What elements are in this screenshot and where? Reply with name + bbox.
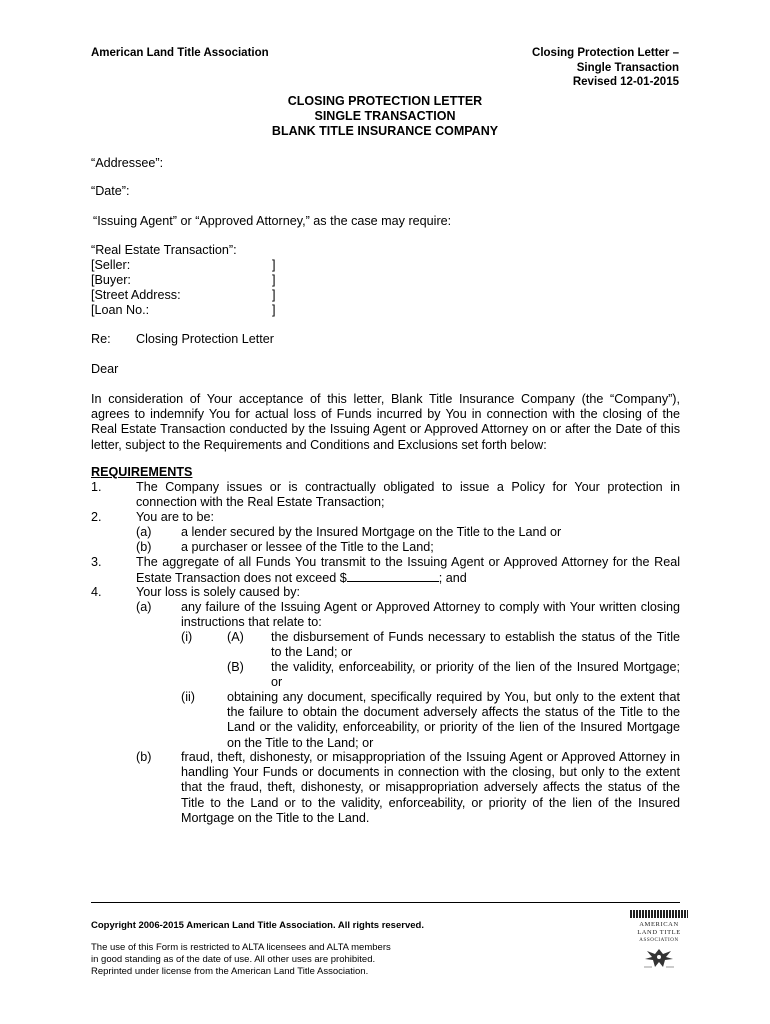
intro-paragraph: In consideration of Your acceptance of this letter, Blank Title Insurance Company (the “Company”), agrees to indemnify You for actual loss of Funds incurred by You in connection with the closing of the Real Estate Transaction conducted by the Issuing Agent or Approved Attorney on or after the Date of this letter, subject to the Requirements and Conditions and Exclusions set forth below: [91,392,680,452]
page-title: CLOSING PROTECTION LETTER [287,94,483,108]
sub-item-number: (i) [181,630,193,644]
requirement-4a: any failure of the Issuing Agent or Approved Attorney to comply with Your written closing instructions that relate to: [181,600,680,630]
requirement-2: You are to be: [136,510,214,524]
requirement-2a: a lender secured by the Insured Mortgage on the Title to the Land or [181,525,562,539]
doc-subtitle-line: Single Transaction [576,61,679,74]
logo-text: LAND TITLE [637,929,681,936]
header-org: American Land Title Association [91,47,269,59]
logo-text: AMERICAN [639,921,679,928]
sub-item-number: (a) [136,600,152,614]
real-estate-transaction-label: “Real Estate Transaction”: [91,243,237,257]
logo-bars [630,910,688,918]
requirement-4b: fraud, theft, dishonesty, or misappropriation of the Issuing Agent or Approved Attorney in handling Your Funds or documents in connection with the closing, but only to the extent that the fraud, theft, dishonesty, or misappropriation adversely affects the status of the Title to the Land or to the validity, enforceability, or priority of the lien of the Insured Mortgage on the Title to the Land. [181,750,680,825]
requirement-3-text: The aggregate of all Funds You transmit to the Issuing Agent or Approved Attorney for the Real Estate Transaction does not exceed $ [136,555,680,586]
requirement-2b: a purchaser or lessee of the Title to the Land; [181,540,434,554]
license-notice [91,942,391,978]
seller-field: [Seller: [91,258,131,272]
issuing-agent-label: “Issuing Agent” or “Approved Attorney,” as the case may require: [93,214,452,228]
bracket-close: ] [272,258,276,272]
sub-item-number: (B) [227,660,244,674]
requirement-3-suffix: ; and [438,571,467,586]
page-subtitle: SINGLE TRANSACTION [314,109,456,123]
requirement-4a-ii: obtaining any document, specifically required by You, but only to the extent that the failure to obtain the document adversely affects the status of the Title to the Land or the validity, enforceability, or priority of the lien of the Insured Mortgage on the Title to the Land; or [227,690,680,750]
company-title: BLANK TITLE INSURANCE COMPANY [271,124,499,138]
license-line: Reprinted under license from the American Land Title Association. [91,966,369,977]
requirement-number: 1. [91,480,102,494]
street-address-field: [Street Address: [91,288,181,302]
bracket-close: ] [272,288,276,302]
copyright-notice: Copyright 2006-2015 American Land Title Association. All rights reserved. [91,920,424,931]
sub-item-number: (A) [227,630,244,644]
requirement-1: The Company issues or is contractually obligated to issue a Policy for Your protection in connection with the Real Estate Transaction; [136,480,680,510]
requirement-number: 3. [91,555,102,569]
re-label: Re: [91,332,111,346]
amount-blank[interactable] [347,570,439,582]
requirement-4a-i-A: the disbursement of Funds necessary to establish the status of the Title to the Land; or [271,630,680,660]
eagle-seal-icon [630,945,688,971]
buyer-field: [Buyer: [91,273,131,287]
requirement-number: 2. [91,510,102,524]
requirement-4: Your loss is solely caused by: [136,585,301,599]
requirement-3 [136,555,680,586]
license-line: in good standing as of the date of use. All other uses are prohibited. [91,954,376,965]
salutation: Dear [91,362,119,376]
logo-text: ASSOCIATION [639,938,679,943]
footer-divider [91,902,680,903]
re-subject: Closing Protection Letter [136,332,274,346]
requirements-heading: REQUIREMENTS [91,465,193,479]
doc-revision: Revised 12-01-2015 [572,76,679,88]
date-label: “Date”: [91,184,130,198]
addressee-label: “Addressee”: [91,156,164,170]
requirement-4a-i-B: the validity, enforceability, or priority of the lien of the Insured Mortgage; or [271,660,680,690]
sub-item-number: (b) [136,540,152,554]
requirement-number: 4. [91,585,102,599]
sub-item-number: (b) [136,750,152,764]
header-doc-info [532,46,679,90]
bracket-close: ] [272,273,276,287]
doc-title-line: Closing Protection Letter – [532,47,679,59]
bracket-close: ] [272,303,276,317]
loan-number-field: [Loan No.: [91,303,150,317]
sub-item-number: (ii) [181,690,195,704]
alta-logo [630,910,688,972]
license-line: The use of this Form is restricted to ALTA licensees and ALTA members [91,942,391,953]
sub-item-number: (a) [136,525,152,539]
